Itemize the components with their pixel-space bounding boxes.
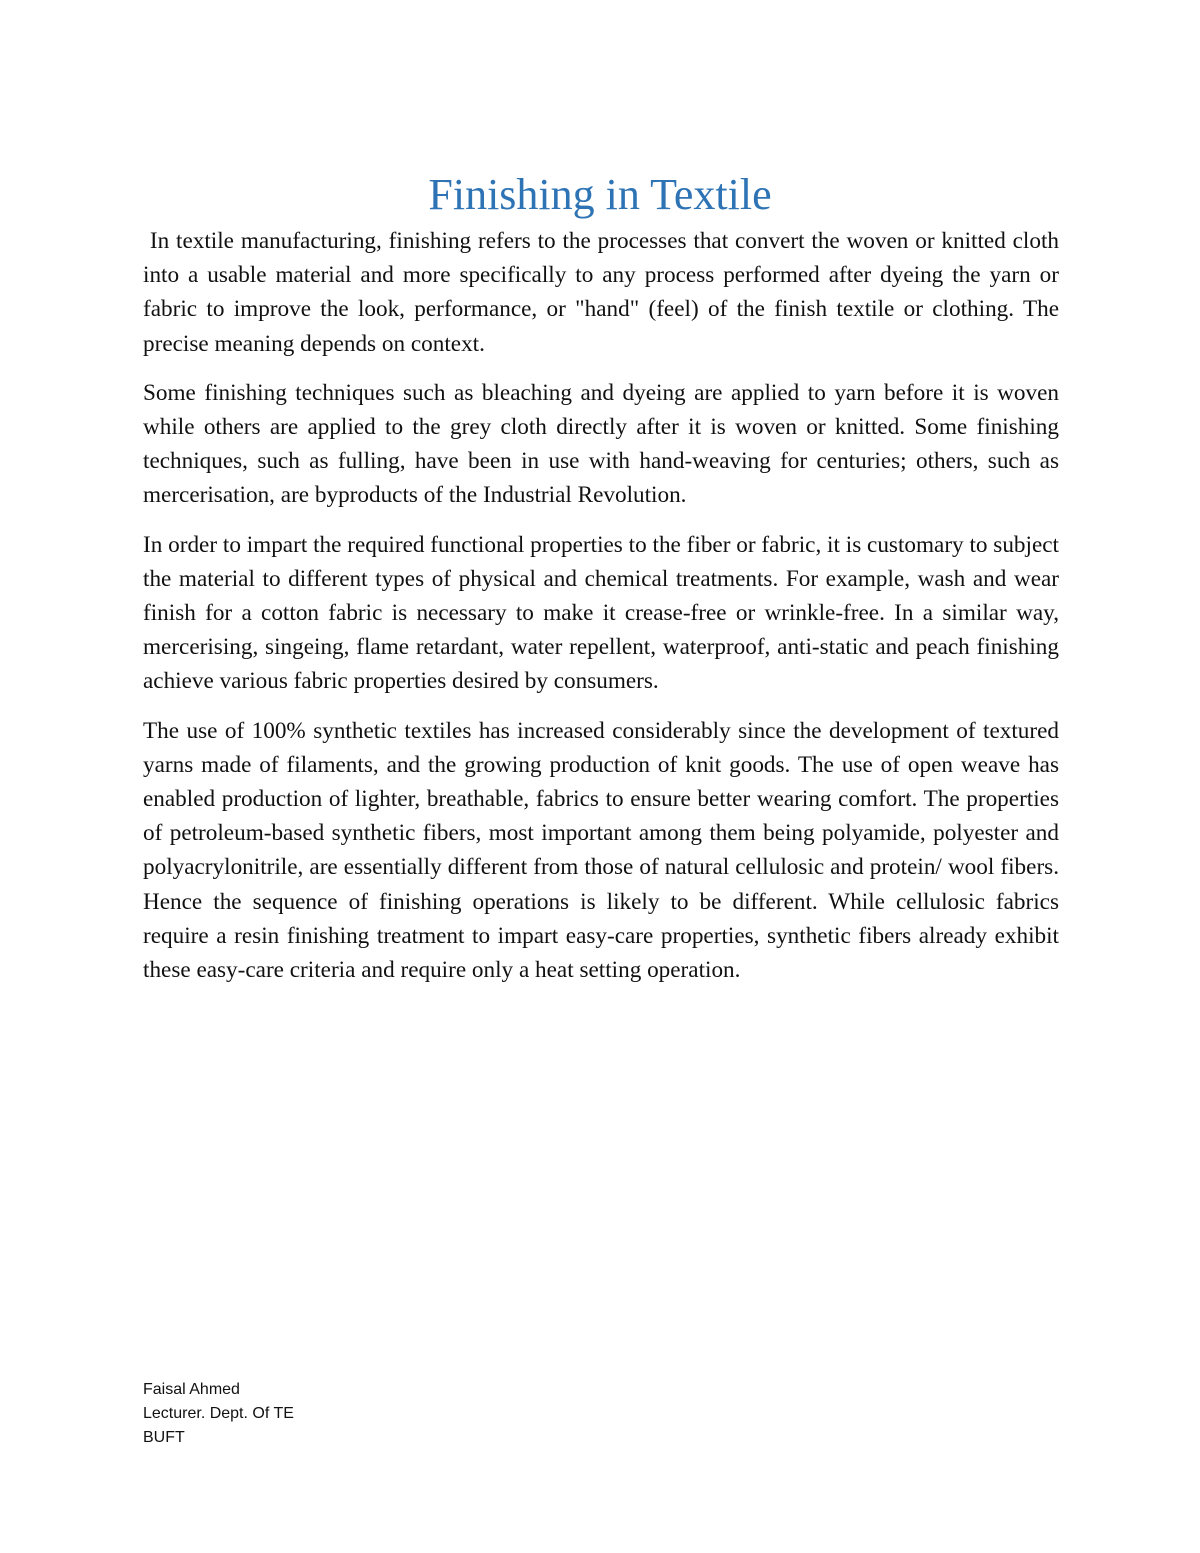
author-name: Faisal Ahmed <box>143 1381 240 1398</box>
paragraph-functional-properties: In order to impart the required functional properties to the fiber or fabric, it is customary to subject the material to different types of physical and chemical treatments. For example, wash and wear finish for a cotton fabric is necessary to make it crease-free or wrinkle-free. In a similar way, mercerising, singeing, flame retardant, water repellent, waterproof, anti-static and peach finishing achieve various fabric properties desired by consumers. <box>143 531 1059 695</box>
document-title: Finishing in Textile <box>428 170 772 219</box>
paragraph-techniques: Some finishing techniques such as bleaching and dyeing are applied to yarn before it is woven while others are applied to the grey cloth directly after it is woven or knitted. Some finishing techniques, such as fulling, have been in use with hand-weaving for centuries; others, such as mercerisation, are byproducts of the Industrial Revolution. <box>143 379 1059 509</box>
author-position: Lecturer. Dept. Of TE <box>143 1405 294 1422</box>
document-body <box>143 224 1065 1002</box>
author-footer <box>143 1378 294 1450</box>
author-institution: BUFT <box>143 1429 185 1446</box>
paragraph-synthetic-textiles: The use of 100% synthetic textiles has increased considerably since the development of textured yarns made of filaments, and the growing production of knit goods. The use of open weave has enabled production of lighter, breathable, fabrics to ensure better wearing comfort. The properties of petroleum-based synthetic fibers, most important among them being polyamide, polyester and polyacrylonitrile, are essentially different from those of natural cellulosic and protein/ wool fibers. Hence the sequence of finishing operations is likely to be different. While cellulosic fabrics require a resin finishing treatment to impart easy-care properties, synthetic fibers already exhibit these easy-care criteria and require only a heat setting operation. <box>143 717 1059 984</box>
paragraph-intro: In textile manufacturing, finishing refers to the processes that convert the woven or knitted cloth into a usable material and more specifically to any process performed after dyeing the yarn or fabric to improve the look, performance, or "hand" (feel) of the finish textile or clothing. The precise meaning depends on context. <box>143 228 1065 357</box>
